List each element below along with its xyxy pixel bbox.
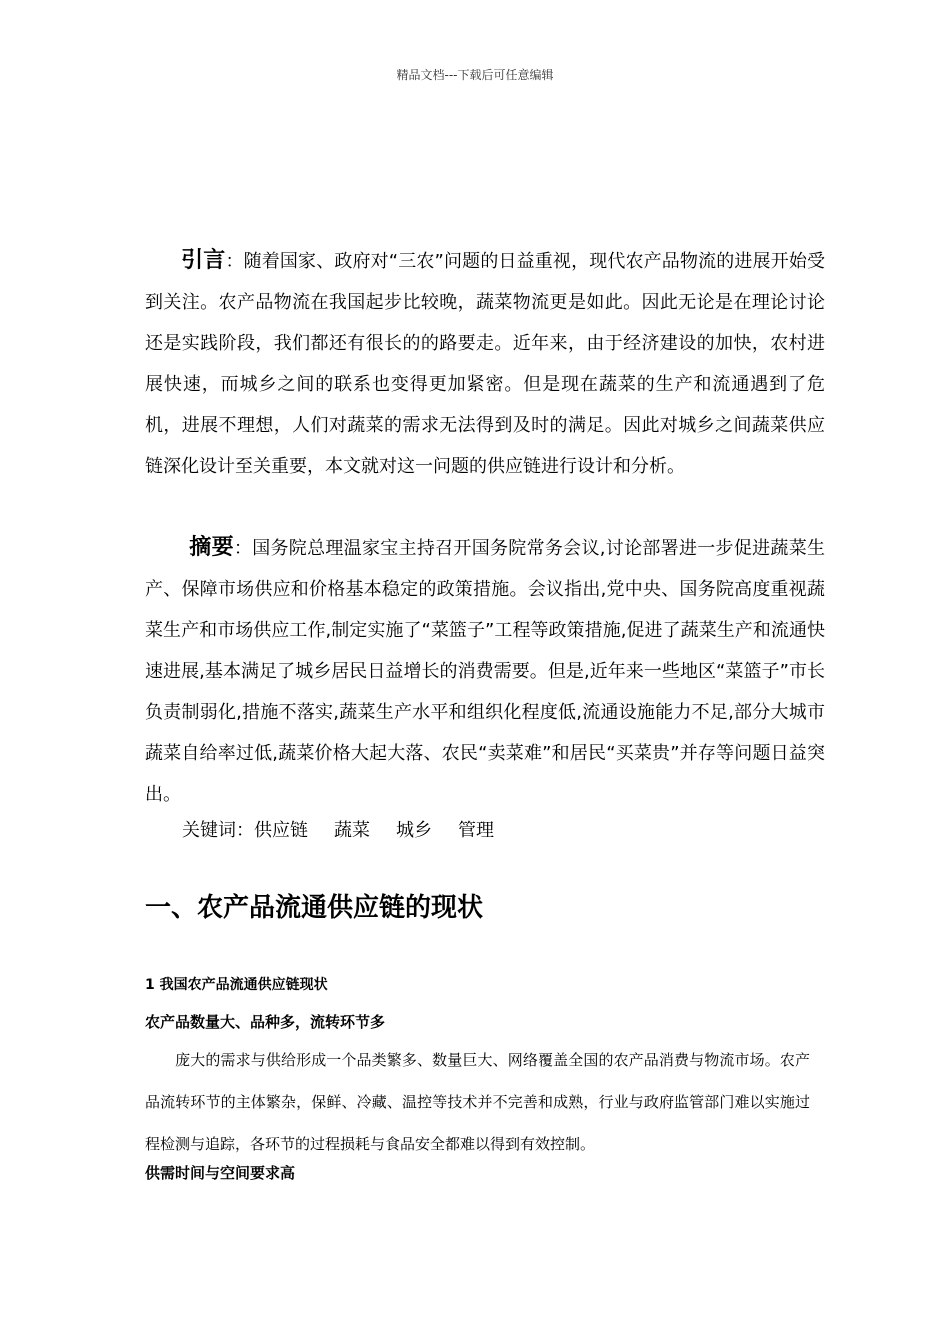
abstract-sep: ： [233,538,253,559]
abstract-text: 国务院总理温家宝主持召开国务院常务会议,讨论部署进一步促进蔬菜生产、保障市场供应和价格基本稳定的政策措施。会议指出,党中央、国务院高度重视蔬菜生产和市场供应工作,制定实施了“菜篮子”工程等政策措施,促进了蔬菜生产和流通快速进展,基本满足了城乡居民日益增长的消费需要。但是,近年来一些地区“菜篮子”市长负责制弱化,措施不落实,蔬菜生产水平和组织化程度低,流通设施能力不足,部分大城市蔬菜自给率过低,蔬菜价格大起大落、农民“卖菜难”和居民“买菜贵”并存等问题日益突出。 [145,538,825,805]
intro-lead: 引言 [181,248,226,273]
intro-sep: ： [225,251,244,272]
keyword: 管理 [458,820,494,841]
subsubsection-heading-2: 供需时间与空间要求高 [145,1164,296,1182]
keywords-label: 关键词： [182,820,254,841]
subsection-paragraph [145,1039,810,1165]
keyword: 蔬菜 [334,820,370,841]
keyword: 供应链 [254,820,308,841]
intro-text: 随着国家、政府对“三农”问题的日益重视，现代农产品物流的进展开始受到关注。农产品物流在我国起步比较晚，蔬菜物流更是如此。因此无论是在理论讨论还是实践阶段，我们都还有很长的的路要走。近年来，由于经济建设的加快，农村进展快速，而城乡之间的联系也变得更加紧密。但是现在蔬菜的生产和流通遇到了危机，进展不理想，人们对蔬菜的需求无法得到及时的满足。因此对城乡之间蔬菜供应链深化设计至关重要，本文就对这一问题的供应链进行设计和分析。 [145,251,825,477]
subsection-heading: 1 我国农产品流通供应链现状 [145,977,328,993]
subsubsection-heading: 农产品数量大、品种多，流转环节多 [145,1013,386,1031]
keyword: 城乡 [396,820,432,841]
section-heading: 一、农产品流通供应链的现状 [145,893,484,923]
page-header: 精品文档---下载后可任意编辑 [396,68,554,82]
subsection-text: 庞大的需求与供给形成一个品类繁多、数量巨大、网络覆盖全国的农产品消费与物流市场。农产品流转环节的主体繁杂，保鲜、冷藏、温控等技术并不完善和成熟，行业与政府监管部门难以实施过程检测与追踪，各环节的过程损耗与食品安全都难以得到有效控制。 [145,1051,810,1153]
abstract-paragraph [145,527,825,815]
abstract-lead: 摘要 [189,535,234,560]
intro-paragraph [145,240,825,487]
keywords-line [182,815,520,847]
